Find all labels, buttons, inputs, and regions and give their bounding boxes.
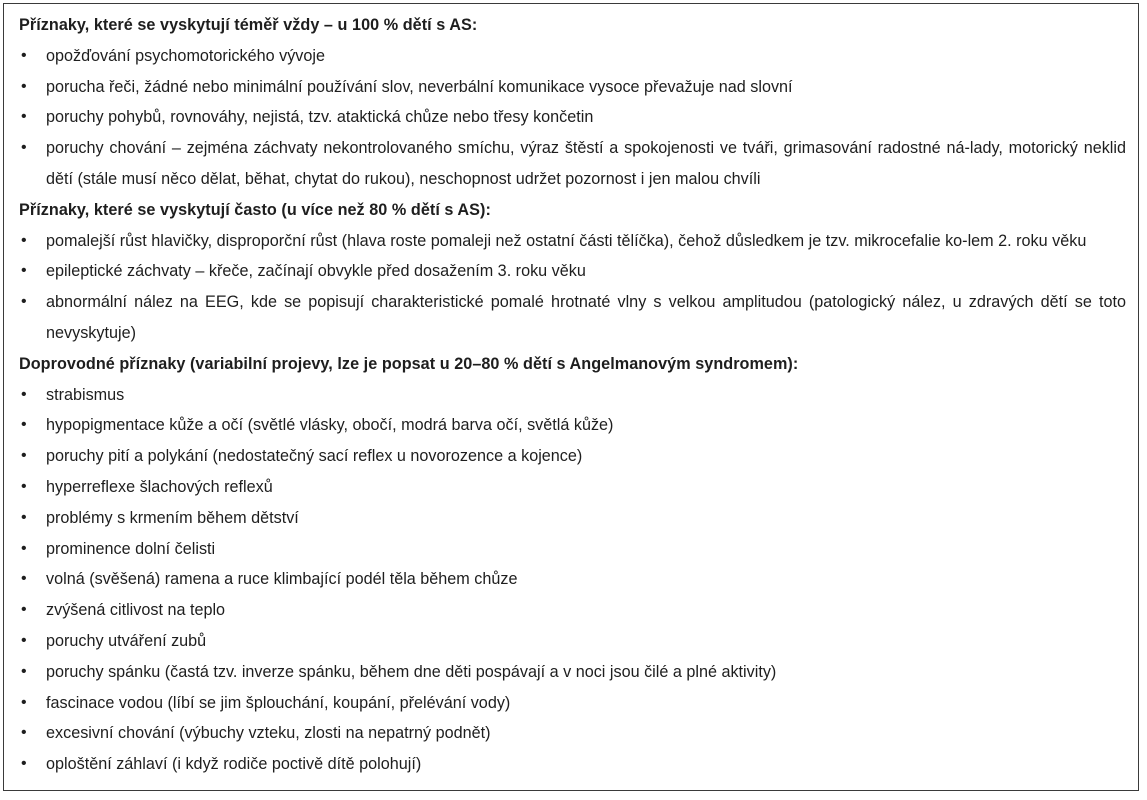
list-item-text: fascinace vodou (líbí se jim šplouchání, koupání, přelévání vody): [46, 693, 511, 712]
bullet-icon: •: [21, 231, 27, 249]
bullet-icon: •: [21, 724, 27, 742]
symptoms-box: [3, 3, 1139, 791]
section-heading-always: Příznaky, které se vyskytují téměř vždy – u 100 % dětí s AS:: [19, 16, 478, 34]
symptom-list-often: [19, 226, 1126, 349]
list-item-text: problémy s krmením během dětství: [46, 508, 299, 527]
bullet-icon: •: [21, 477, 27, 495]
list-item: [19, 380, 1126, 411]
bullet-icon: •: [21, 139, 27, 157]
bullet-icon: •: [21, 570, 27, 588]
list-item: [19, 472, 1126, 503]
bullet-icon: •: [21, 508, 27, 526]
list-item-text: poruchy spánku (častá tzv. inverze spánku, během dne děti pospávají a v noci jsou čilé a plné aktivity): [46, 662, 777, 681]
bullet-icon: •: [21, 601, 27, 619]
list-item: [19, 503, 1126, 534]
bullet-icon: •: [21, 662, 27, 680]
bullet-icon: •: [21, 77, 27, 95]
bullet-icon: •: [21, 262, 27, 280]
list-item: [19, 657, 1126, 688]
bullet-icon: •: [21, 447, 27, 465]
bullet-icon: •: [21, 539, 27, 557]
list-item: [19, 595, 1126, 626]
list-item-text: zvýšená citlivost na teplo: [46, 601, 226, 620]
list-item-text: oploštění záhlaví (i když rodiče poctivě dítě polohují): [46, 755, 422, 774]
bullet-icon: •: [21, 755, 27, 773]
bullet-icon: •: [21, 693, 27, 711]
list-item-text: poruchy chování – zejména záchvaty nekontrolovaného smíchu, výraz štěstí a spokojenosti ve tváři, grimasování radostné ná-lady, motorický neklid dětí (stále musí něco dělat, běhat, chytat do rukou), neschopnost udržet pozornost i jen malou chvíli: [46, 139, 1126, 188]
list-item-text: poruchy pohybů, rovnováhy, nejistá, tzv. ataktická chůze nebo třesy končetin: [46, 108, 594, 127]
list-item-text: poruchy pití a polykání (nedostatečný sací reflex u novorozence a kojence): [46, 447, 583, 466]
list-item-text: prominence dolní čelisti: [46, 539, 216, 558]
bullet-icon: •: [21, 108, 27, 126]
list-item: [19, 749, 1126, 780]
list-item: [19, 133, 1126, 195]
list-item: [19, 441, 1126, 472]
list-item: [19, 226, 1126, 257]
list-item: [19, 102, 1126, 133]
bullet-icon: •: [21, 293, 27, 311]
list-item: [19, 626, 1126, 657]
list-item-text: excesivní chování (výbuchy vzteku, zlosti na nepatrný podnět): [46, 724, 491, 743]
section-heading-accompanying: Doprovodné příznaky (variabilní projevy, lze je popsat u 20–80 % dětí s Angelmanovým syndromem):: [19, 354, 799, 373]
list-item-text: pomalejší růst hlavičky, disproporční růst (hlava roste pomaleji než ostatní části tělíčka), čehož důsledkem je tzv. mikrocefalie ko-lem 2. roku věku: [46, 231, 1087, 250]
list-item-text: strabismus: [46, 385, 125, 404]
list-item: [19, 287, 1126, 349]
bullet-icon: •: [21, 46, 27, 64]
list-item-text: hyperreflexe šlachových reflexů: [46, 477, 273, 496]
bullet-icon: •: [21, 385, 27, 403]
list-item-text: poruchy utváření zubů: [46, 631, 207, 650]
list-item: [19, 534, 1126, 565]
bullet-icon: •: [21, 416, 27, 434]
list-item-text: volná (svěšená) ramena a ruce klimbající podél těla během chůze: [46, 570, 518, 589]
bullet-icon: •: [21, 631, 27, 649]
list-item: [19, 718, 1126, 749]
list-item-text: abnormální nález na EEG, kde se popisují charakteristické pomalé hrotnaté vlny s velkou amplitudou (patologický nález, u zdravých dětí se toto nevyskytuje): [46, 293, 1126, 342]
symptom-list-accompanying: [19, 380, 1126, 780]
list-item: [19, 72, 1126, 103]
list-item: [19, 256, 1126, 287]
list-item-text: hypopigmentace kůže a očí (světlé vlásky, obočí, modrá barva očí, světlá kůže): [46, 416, 614, 435]
list-item-text: epileptické záchvaty – křeče, začínají obvykle před dosažením 3. roku věku: [46, 262, 586, 281]
list-item: [19, 688, 1126, 719]
list-item: [19, 410, 1126, 441]
list-item-text: opožďování psychomotorického vývoje: [46, 46, 325, 65]
list-item: [19, 41, 1126, 72]
list-item-text: porucha řeči, žádné nebo minimální používání slov, neverbální komunikace vysoce převažuje nad slovní: [46, 77, 793, 96]
list-item: [19, 564, 1126, 595]
section-heading-often: Příznaky, které se vyskytují často (u více než 80 % dětí s AS):: [19, 200, 491, 219]
symptom-list-always: [19, 41, 1126, 195]
